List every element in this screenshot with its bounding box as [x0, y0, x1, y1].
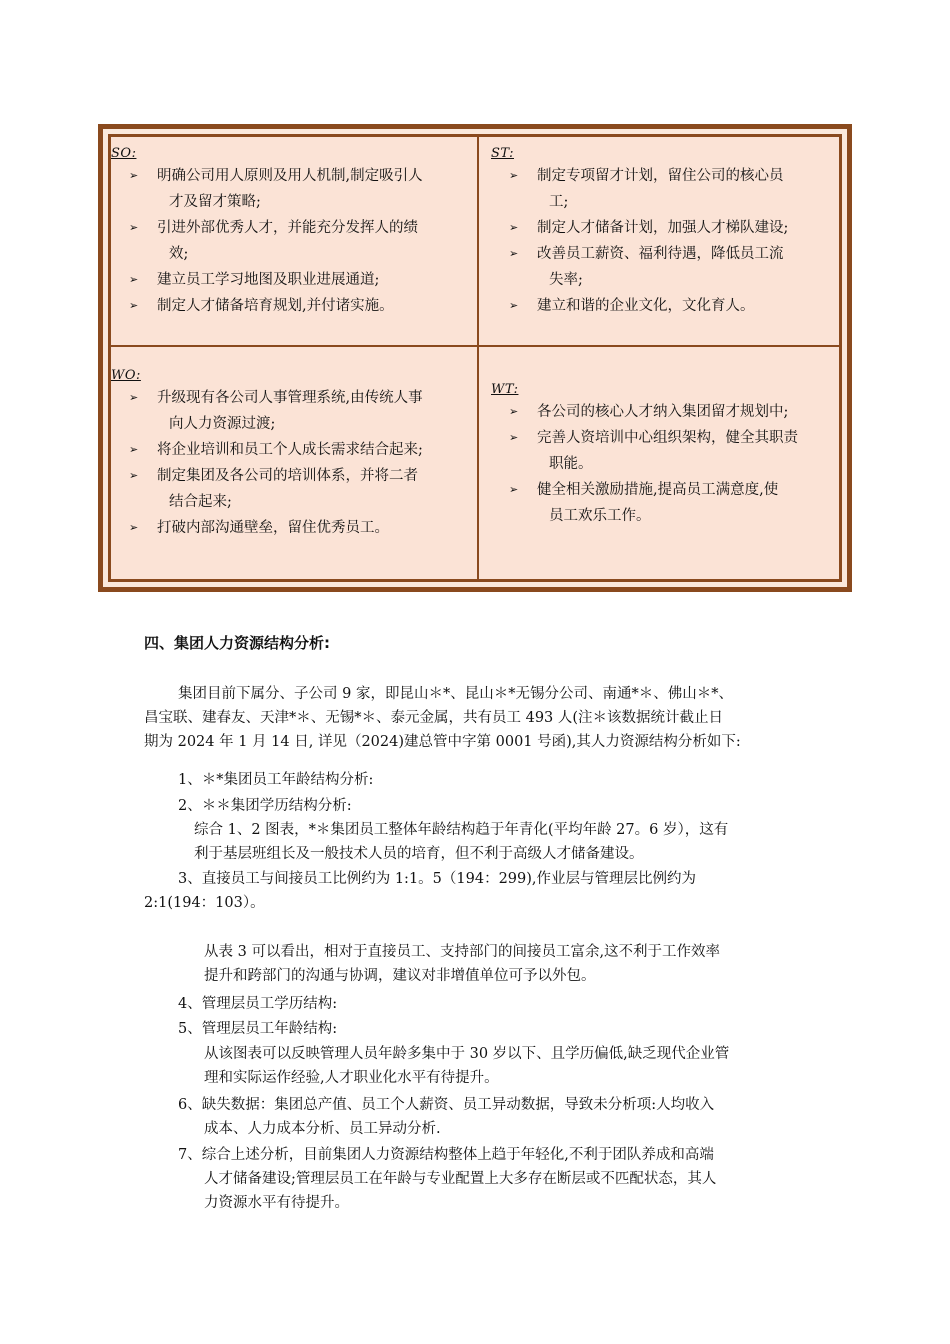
swot-item-text: 效;	[169, 246, 189, 262]
swot-item-text: 建立员工学习地图及职业进展通道;	[157, 272, 380, 288]
swot-horizontal-divider	[111, 345, 839, 347]
swot-item-text: 制定人才储备计划，加强人才梯队建设;	[537, 220, 789, 236]
arrowhead-bullet-icon: ➢	[509, 405, 519, 418]
swot-item-text: 引进外部优秀人才，并能充分发挥人的绩	[157, 220, 418, 236]
item-5-line-a: 从该图表可以反映管理人员年龄多集中于 30 岁以下、且学历偏低,缺乏现代企业管	[204, 1046, 730, 1062]
arrowhead-bullet-icon: ➢	[509, 431, 519, 444]
swot-item-text: 才及留才策略;	[169, 194, 261, 210]
arrowhead-bullet-icon: ➢	[129, 391, 139, 404]
quadrant-title: ST:	[491, 146, 514, 161]
quadrant-items	[111, 163, 471, 319]
swot-item-text: 明确公司用人原则及用人机制,制定吸引人	[157, 168, 423, 184]
swot-table	[98, 124, 852, 592]
quadrant-title: WT:	[491, 382, 519, 397]
item-4: 4、管理层员工学历结构:	[178, 996, 338, 1012]
intro-line-2: 昌宝联、建春友、天津*＊、无锡*＊、泰元金属，共有员工 493 人(注＊该数据统计截止日	[144, 710, 724, 726]
quadrant-items	[491, 163, 836, 319]
swot-item	[111, 163, 471, 215]
swot-item-text: 健全相关激励措施,提高员工满意度,使	[537, 482, 779, 498]
arrowhead-bullet-icon: ➢	[129, 221, 139, 234]
swot-item-text: 制定专项留才计划，留住公司的核心员	[537, 168, 784, 184]
swot-item	[111, 267, 471, 293]
swot-item-text: 制定集团及各公司的培训体系，并将二者	[157, 468, 418, 484]
swot-item-text: 建立和谐的企业文化，文化育人。	[537, 298, 755, 314]
swot-item	[491, 215, 836, 241]
quadrant-title: SO:	[111, 146, 137, 161]
quadrant-items	[111, 385, 471, 541]
item-3-line-c: 从表 3 可以看出，相对于直接员工、支持部门的间接员工富余,这不利于工作效率	[204, 944, 721, 960]
item-3-line-b: 2:1(194：103）。	[144, 895, 265, 911]
swot-item-text: 工;	[549, 194, 569, 210]
swot-item-text: 员工欢乐工作。	[549, 508, 651, 524]
swot-item	[491, 163, 836, 215]
intro-line-3: 期为 2024 年 1 月 14 日, 详见（2024)建总管中字第 0001 号函),其人力资源结构分析如下:	[144, 734, 741, 750]
quadrant-items	[491, 399, 836, 529]
swot-item-text: 结合起来;	[169, 494, 232, 510]
item-7-line-a: 7、综合上述分析，目前集团人力资源结构整体上趋于年轻化,不利于团队养成和高端	[178, 1147, 714, 1163]
item-6-line-a: 6、缺失数据：集团总产值、员工个人薪资、员工异动数据，导致未分析项:人均收入	[178, 1097, 715, 1113]
item-6-line-b: 成本、人力成本分析、员工异动分析.	[204, 1121, 441, 1137]
swot-item	[491, 477, 836, 529]
swot-item	[111, 463, 471, 515]
item-2-line-a: 综合 1、2 图表，*＊集团员工整体年龄结构趋于年青化(平均年龄 27。6 岁），这有	[194, 822, 729, 838]
arrowhead-bullet-icon: ➢	[129, 299, 139, 312]
item-5-line-b: 理和实际运作经验,人才职业化水平有待提升。	[204, 1070, 499, 1086]
swot-item	[111, 385, 471, 437]
item-3-line-a: 3、直接员工与间接员工比例约为 1:1。5（194：299),作业层与管理层比例约为	[178, 871, 697, 887]
arrowhead-bullet-icon: ➢	[509, 483, 519, 496]
quadrant-title: WO:	[111, 368, 141, 383]
item-7-line-c: 力资源水平有待提升。	[204, 1195, 349, 1211]
swot-item-text: 职能。	[549, 456, 593, 472]
section-heading: 四、集团人力资源结构分析:	[144, 634, 330, 652]
item-1: 1、＊*集团员工年龄结构分析:	[178, 772, 374, 788]
arrowhead-bullet-icon: ➢	[509, 221, 519, 234]
swot-item-text: 打破内部沟通壁垒，留住优秀员工。	[157, 520, 389, 536]
swot-item	[491, 241, 836, 293]
item-2: 2、＊＊集团学历结构分析:	[178, 798, 352, 814]
item-2-line-b: 利于基层班组长及一般技术人员的培育，但不利于高级人才储备建设。	[194, 846, 644, 862]
swot-item	[491, 293, 836, 319]
swot-item-text: 各公司的核心人才纳入集团留才规划中;	[537, 404, 789, 420]
swot-quadrant-st	[491, 145, 836, 319]
swot-item-text: 制定人才储备培育规划,并付诸实施。	[157, 298, 394, 314]
arrowhead-bullet-icon: ➢	[509, 299, 519, 312]
swot-quadrant-wt	[491, 381, 836, 529]
swot-grid	[108, 134, 842, 582]
arrowhead-bullet-icon: ➢	[129, 273, 139, 286]
swot-item	[111, 293, 471, 319]
item-7-line-b: 人才储备建设;管理层员工在年龄与专业配置上大多存在断层或不匹配状态，其人	[204, 1171, 717, 1187]
swot-item	[111, 215, 471, 267]
swot-item-text: 向人力资源过渡;	[169, 416, 276, 432]
swot-item	[491, 425, 836, 477]
swot-vertical-divider	[477, 137, 479, 579]
arrowhead-bullet-icon: ➢	[129, 521, 139, 534]
arrowhead-bullet-icon: ➢	[129, 443, 139, 456]
arrowhead-bullet-icon: ➢	[509, 169, 519, 182]
swot-item-text: 改善员工薪资、福利待遇，降低员工流	[537, 246, 784, 262]
arrowhead-bullet-icon: ➢	[129, 169, 139, 182]
swot-quadrant-so	[111, 145, 471, 319]
arrowhead-bullet-icon: ➢	[129, 469, 139, 482]
item-5: 5、管理层员工年龄结构:	[178, 1021, 338, 1037]
intro-line-1: 集团目前下属分、子公司 9 家，即昆山＊*、昆山＊*无锡分公司、南通*＊、佛山＊*、	[178, 686, 733, 702]
swot-item	[491, 399, 836, 425]
swot-item-text: 失率;	[549, 272, 583, 288]
swot-item-text: 完善人资培训中心组织架构，健全其职责	[537, 430, 798, 446]
arrowhead-bullet-icon: ➢	[509, 247, 519, 260]
swot-item-text: 升级现有各公司人事管理系统,由传统人事	[157, 390, 423, 406]
swot-item-text: 将企业培训和员工个人成长需求结合起来;	[157, 442, 423, 458]
item-3-line-d: 提升和跨部门的沟通与协调，建议对非增值单位可予以外包。	[204, 968, 596, 984]
swot-item	[111, 437, 471, 463]
swot-item	[111, 515, 471, 541]
swot-quadrant-wo	[111, 367, 471, 541]
